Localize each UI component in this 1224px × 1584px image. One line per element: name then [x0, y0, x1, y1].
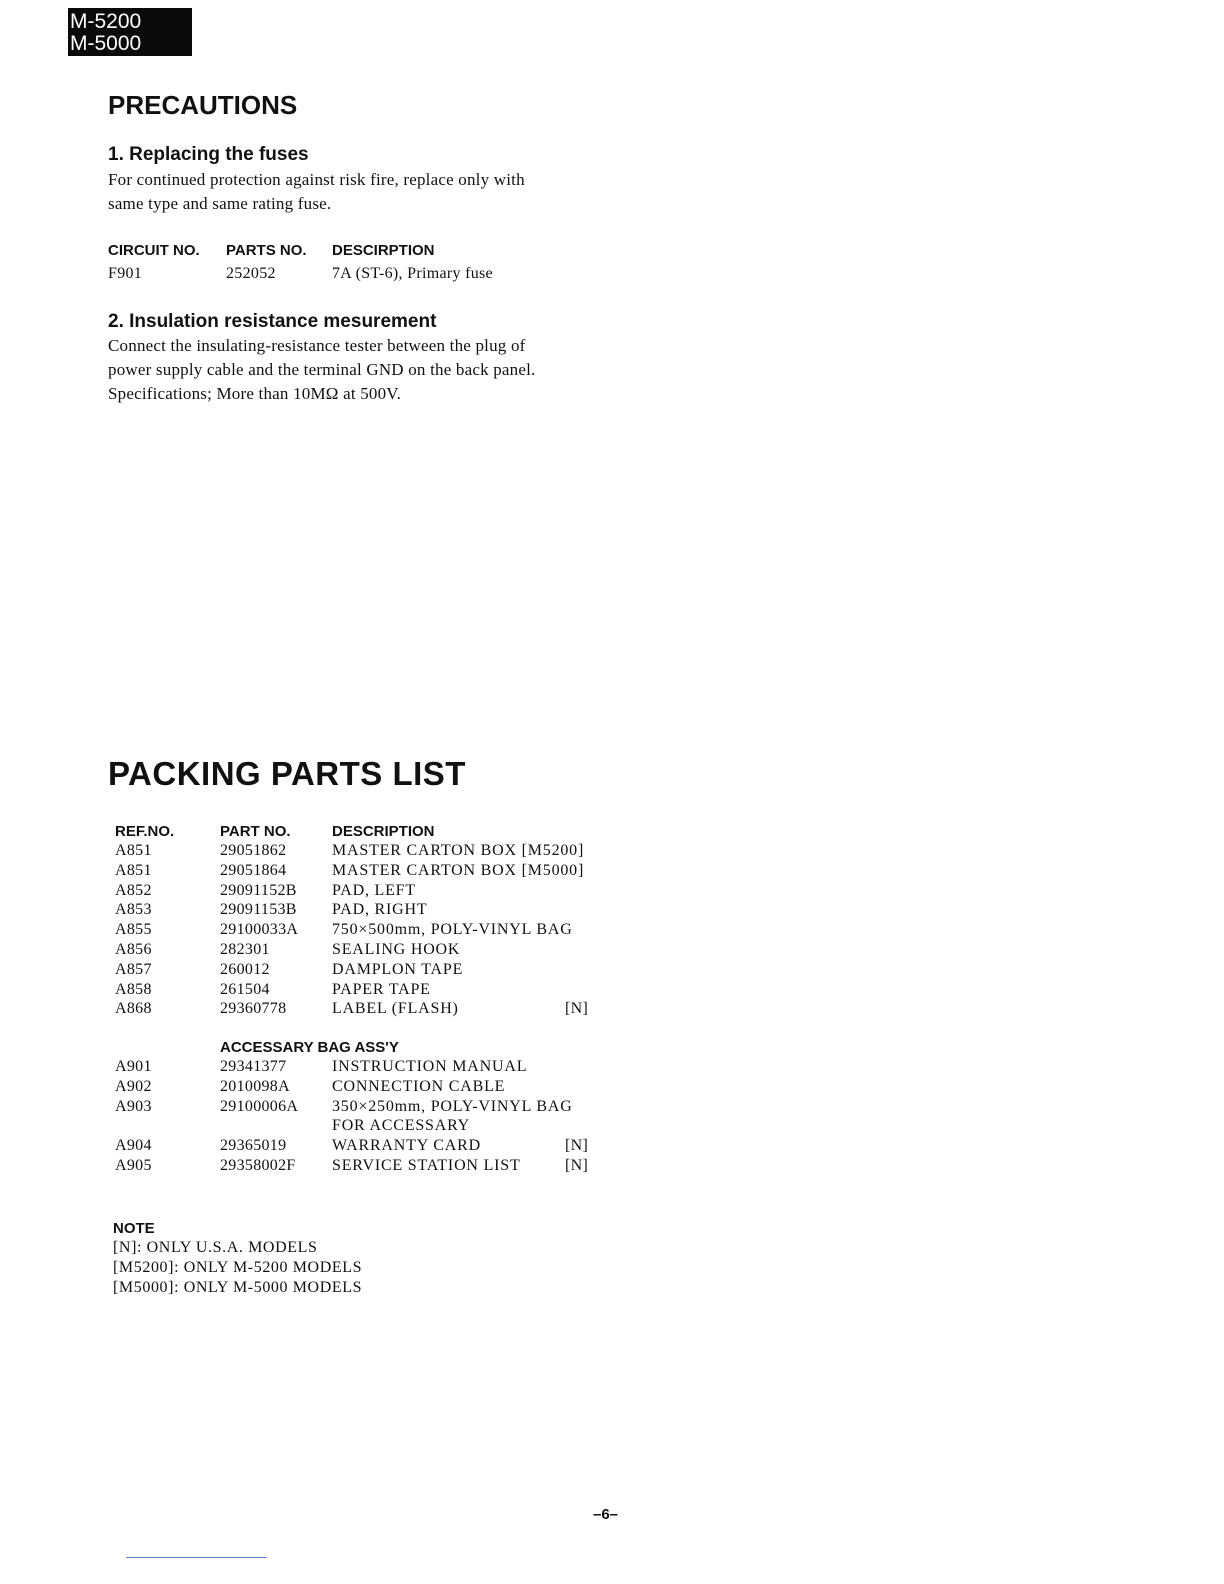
table-cell: 252052 — [226, 265, 276, 282]
model-label: M-5000 — [70, 32, 142, 55]
table-cell: A855 — [115, 921, 152, 939]
table-cell: 2010098A — [220, 1077, 290, 1095]
table-cell: MASTER CARTON BOX [M5000] — [332, 861, 585, 879]
table-cell: A852 — [115, 881, 152, 899]
table-cell: PAD, RIGHT — [332, 901, 428, 919]
table-cell: [N] — [565, 1137, 589, 1155]
table-header: PARTS NO. — [226, 242, 307, 259]
table-header: CIRCUIT NO. — [108, 242, 200, 259]
body-line: power supply cable and the terminal GND on the back panel. — [108, 360, 536, 379]
accessory-heading: ACCESSARY BAG ASS'Y — [220, 1039, 399, 1056]
table-cell: FOR ACCESSARY — [332, 1117, 471, 1135]
table-header: REF.NO. — [115, 823, 175, 840]
table-cell: [N] — [565, 1157, 589, 1174]
table-cell: A868 — [115, 1000, 152, 1018]
body-line: Connect the insulating-resistance tester between the plug of — [108, 336, 526, 355]
note-line: [M5000]: ONLY M-5000 MODELS — [113, 1279, 363, 1296]
divider — [126, 1557, 267, 1558]
table-cell: PAPER TAPE — [332, 980, 431, 998]
note-heading: NOTE — [113, 1220, 155, 1237]
table-cell: 750×500mm, POLY-VINYL BAG — [332, 921, 573, 939]
packing-title: PACKING PARTS LIST — [108, 755, 466, 792]
table-cell: A851 — [115, 842, 152, 859]
body-line: same type and same rating fuse. — [108, 194, 332, 213]
table-cell: A901 — [115, 1058, 152, 1075]
table-cell: A903 — [115, 1097, 152, 1115]
table-header: DESCIRPTION — [332, 242, 435, 259]
table-cell: A857 — [115, 960, 152, 978]
table-cell: 29051862 — [220, 842, 287, 859]
precautions-title: PRECAUTIONS — [108, 90, 298, 120]
table-cell: MASTER CARTON BOX [M5200] — [332, 842, 585, 859]
table-cell: LABEL (FLASH) — [332, 1000, 459, 1018]
table-cell: SERVICE STATION LIST — [332, 1157, 521, 1174]
table-cell: A856 — [115, 941, 152, 958]
table-cell: 350×250mm, POLY-VINYL BAG — [332, 1097, 573, 1115]
section-body — [108, 334, 536, 406]
table-cell: PAD, LEFT — [332, 881, 416, 899]
table-cell: 29051864 — [220, 861, 287, 879]
table-cell: [N] — [565, 1000, 589, 1018]
body-line: Specifications; More than 10MΩ at 500V. — [108, 384, 402, 403]
model-label: M-5200 — [70, 10, 142, 33]
page-number: –6– — [593, 1506, 619, 1523]
table-cell: 29365019 — [220, 1137, 287, 1155]
table-header: PART NO. — [220, 823, 291, 840]
section-heading: 2. Insulation resistance mesurement — [108, 311, 437, 332]
model-badge — [68, 8, 192, 56]
table-cell: 29100033A — [220, 921, 299, 939]
table-cell: CONNECTION CABLE — [332, 1077, 506, 1095]
table-cell: 29358002F — [220, 1157, 296, 1174]
table-cell: WARRANTY CARD — [332, 1137, 481, 1155]
table-cell: A853 — [115, 901, 152, 919]
table-cell: DAMPLON TAPE — [332, 960, 464, 978]
table-cell: A905 — [115, 1157, 152, 1174]
table-cell: 260012 — [220, 960, 270, 978]
table-header: DESCRIPTION — [332, 823, 435, 840]
table-cell: F901 — [108, 265, 143, 282]
table-cell: 29360778 — [220, 1000, 287, 1018]
table-cell: INSTRUCTION MANUAL — [332, 1058, 528, 1075]
table-cell: SEALING HOOK — [332, 941, 461, 958]
note-line: [M5200]: ONLY M-5200 MODELS — [113, 1259, 363, 1276]
section-body — [108, 168, 525, 216]
section-heading: 1. Replacing the fuses — [108, 144, 309, 165]
table-cell: 29341377 — [220, 1058, 287, 1075]
table-cell: 7A (ST-6), Primary fuse — [332, 265, 493, 282]
body-line: For continued protection against risk fire, replace only with — [108, 170, 525, 189]
note-body — [113, 1238, 362, 1298]
table-cell: 29100006A — [220, 1097, 299, 1115]
table-cell: 29091152B — [220, 881, 297, 899]
table-cell: A902 — [115, 1077, 152, 1095]
table-cell: A851 — [115, 861, 152, 879]
table-cell: A858 — [115, 980, 152, 998]
table-cell: 29091153B — [220, 901, 297, 919]
table-cell: 282301 — [220, 941, 270, 958]
note-line: [N]: ONLY U.S.A. MODELS — [113, 1239, 318, 1256]
table-cell: 261504 — [220, 980, 270, 998]
table-cell: A904 — [115, 1137, 152, 1155]
